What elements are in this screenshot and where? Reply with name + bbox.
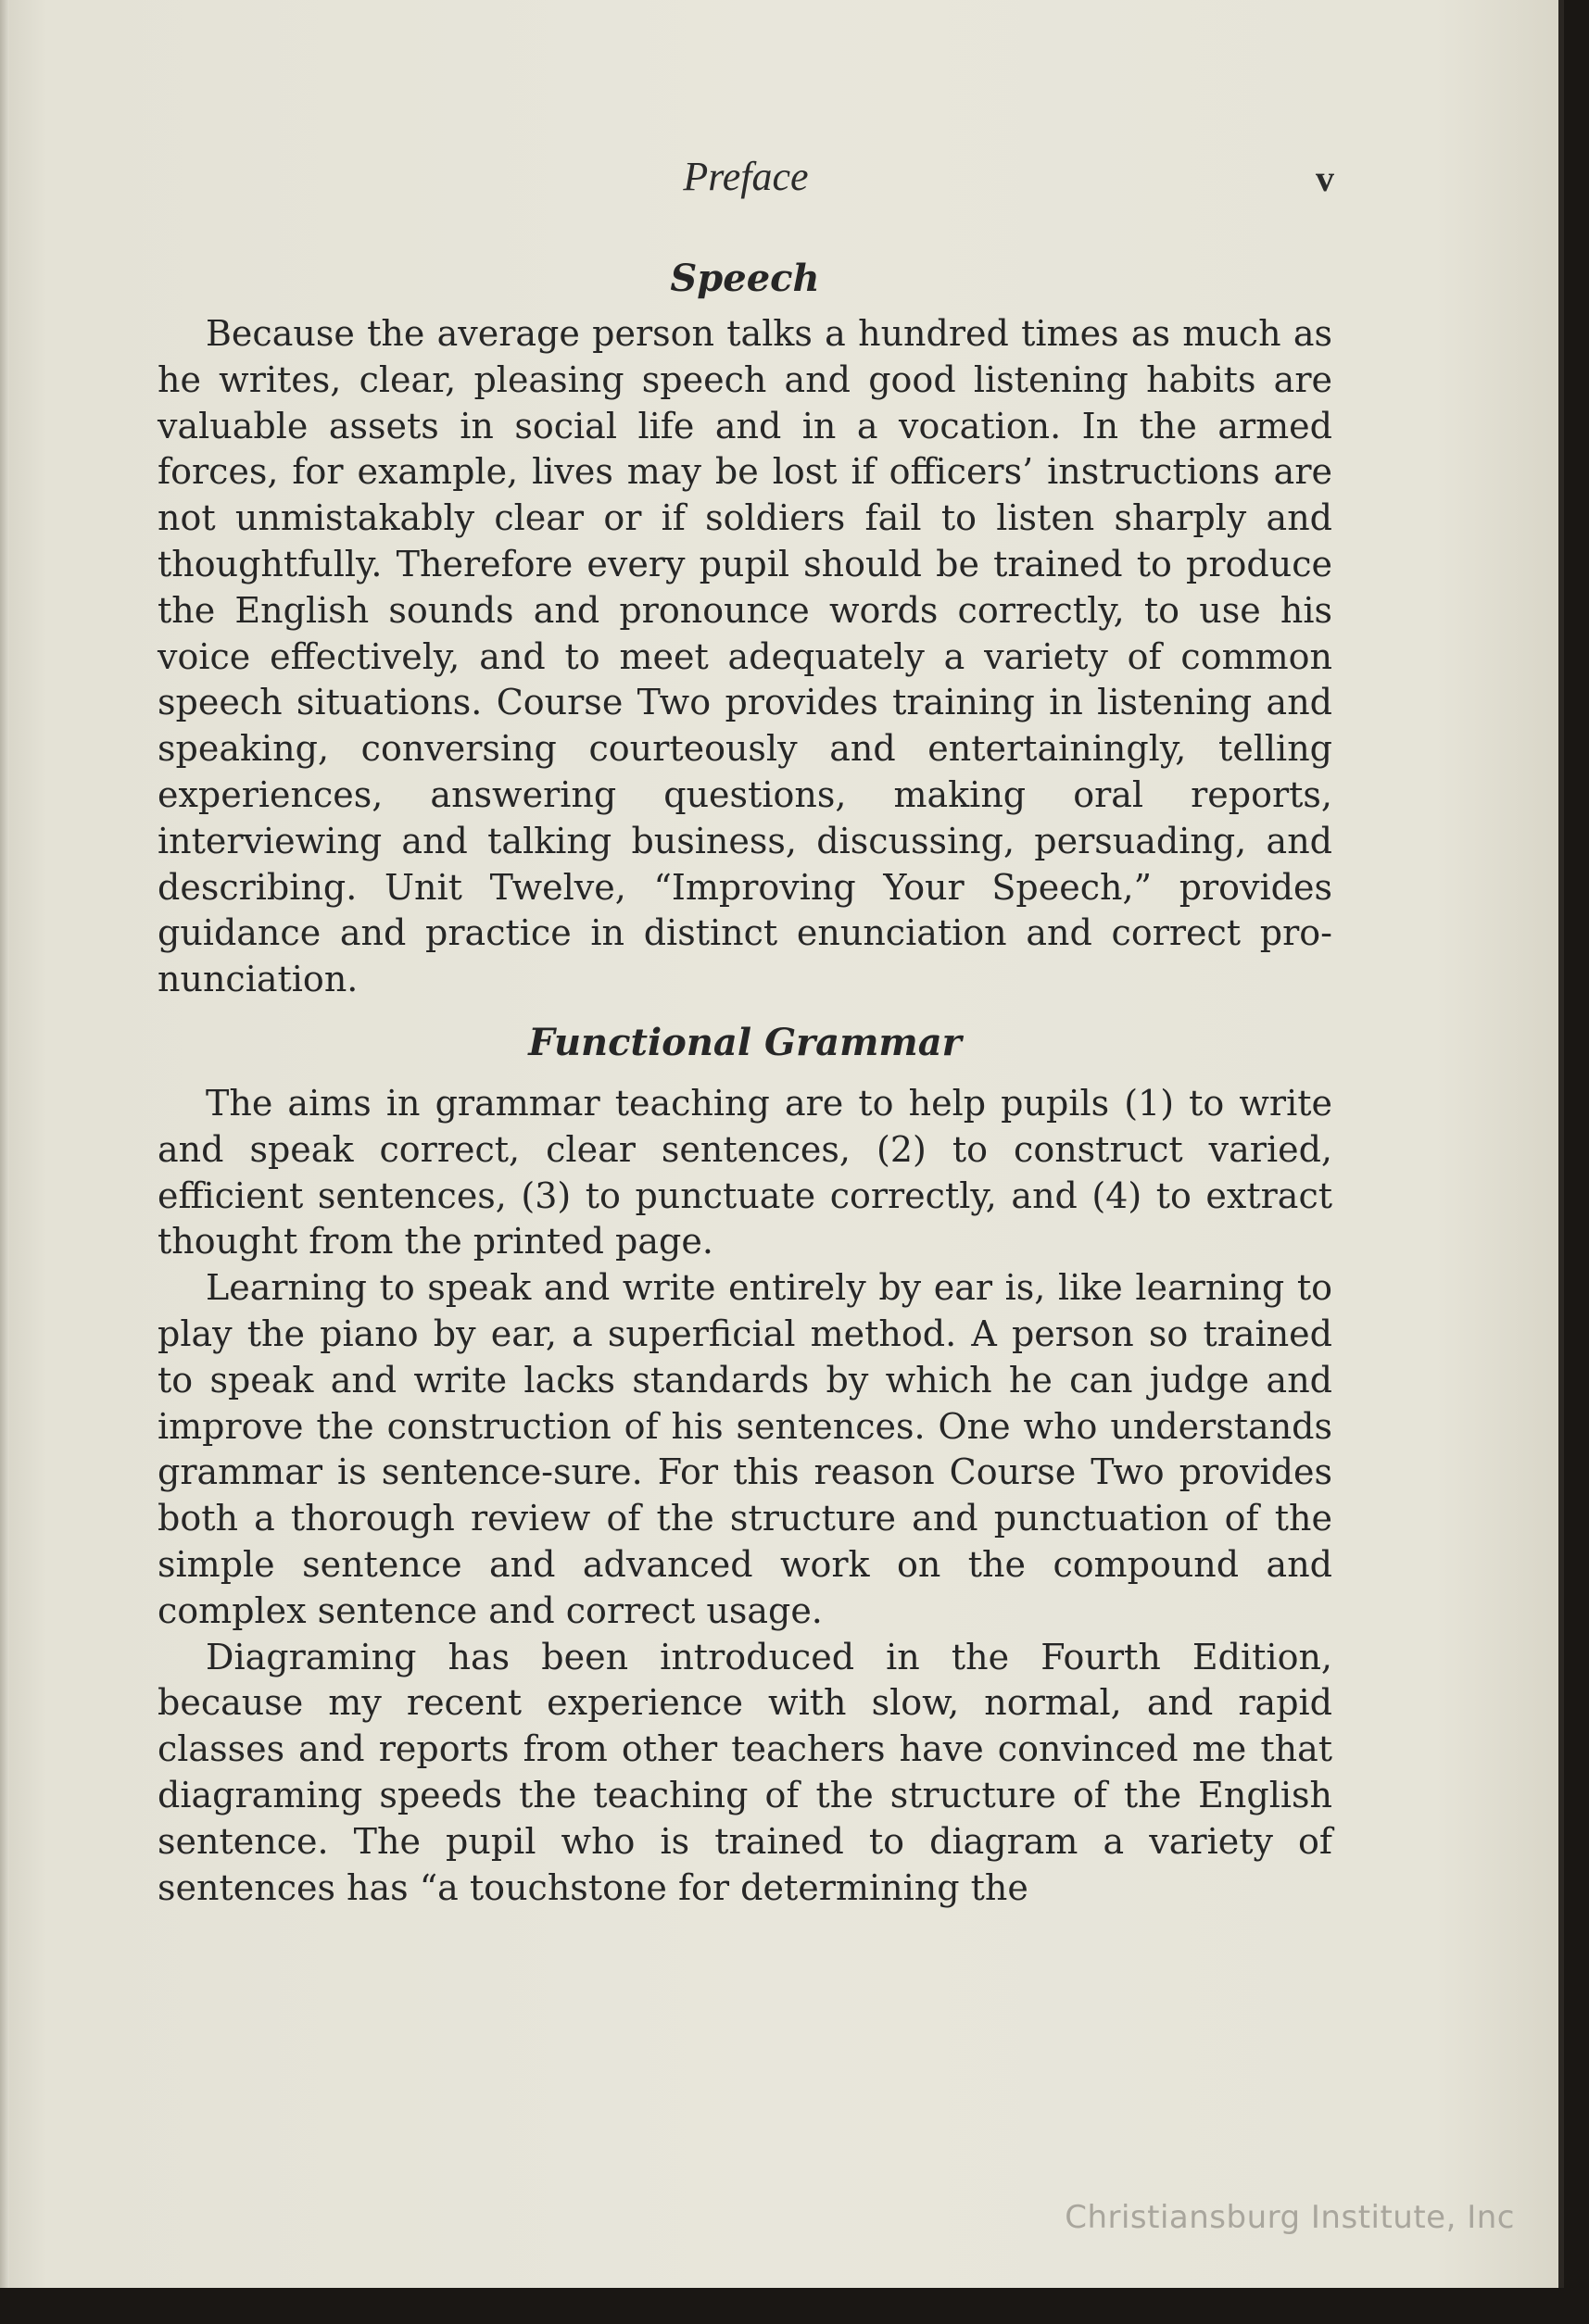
- running-title: Preface: [683, 154, 809, 199]
- body-text: [158, 252, 1332, 1911]
- grammar-paragraph-learning: Learning to speak and write entirely by ear is, like learning to play the piano by ear, a superficial method. A person so trained to speak and write lacks standards by which he can judge and improve the construction of his sentences. One who understands grammar is sentence-sure. For this reason Course Two provides both a thorough review of the structure and punctuation of the simple sentence and advanced work on the compound and complex sentence and correct usage.: [158, 1267, 1332, 1631]
- grammar-paragraph-aims: The aims in grammar teaching are to help pupils (1) to write and speak correct, clear sentences, (2) to construct varied, efficient sentences, (3) to punctuate correctly, and (4) to extract thought from the printed page.: [158, 1082, 1332, 1262]
- watermark: Christiansburg Institute, Inc: [1065, 2199, 1515, 2236]
- page-number: v: [1316, 157, 1334, 199]
- page-edge: [0, 0, 9, 2288]
- section-heading-speech: Speech: [670, 257, 820, 300]
- running-head: [158, 153, 1334, 208]
- grammar-paragraph-diagraming: Diagraming has been introduced in the Fourth Edition, because my recent experience with slow, normal, and rapid classes and reports from other teachers have convinced me that diagraming speeds the teaching of the structure of the English sentence. The pupil who is trained to diagram a variety of sentences has “a touchstone for determining the: [158, 1636, 1332, 1908]
- section-heading-functional-grammar: Functional Grammar: [528, 1020, 962, 1064]
- speech-paragraph: Because the average person talks a hundred times as much as he writes, clear, pleasing speech and good listening habits are valuable assets in social life and in a vocation. In the armed forces, for example, lives may be lost if officers’ instructions are not unmistakably clear or if soldiers fail to listen sharply and thoughtfully. Therefore every pupil should be trained to produce the English sounds and pronounce words correctly, to use his voice effectively, and to meet adequately a variety of common speech situations. Course Two provides training in listening and speaking, conversing courteously and entertainingly, telling experiences, answering questions, making oral reports, interviewing and talking business, discussing, persuading, and describing. Unit Twelve, “Improving Your Speech,” provides guidance and practice in distinct enunciation and correct pronunciation.: [158, 313, 1332, 1000]
